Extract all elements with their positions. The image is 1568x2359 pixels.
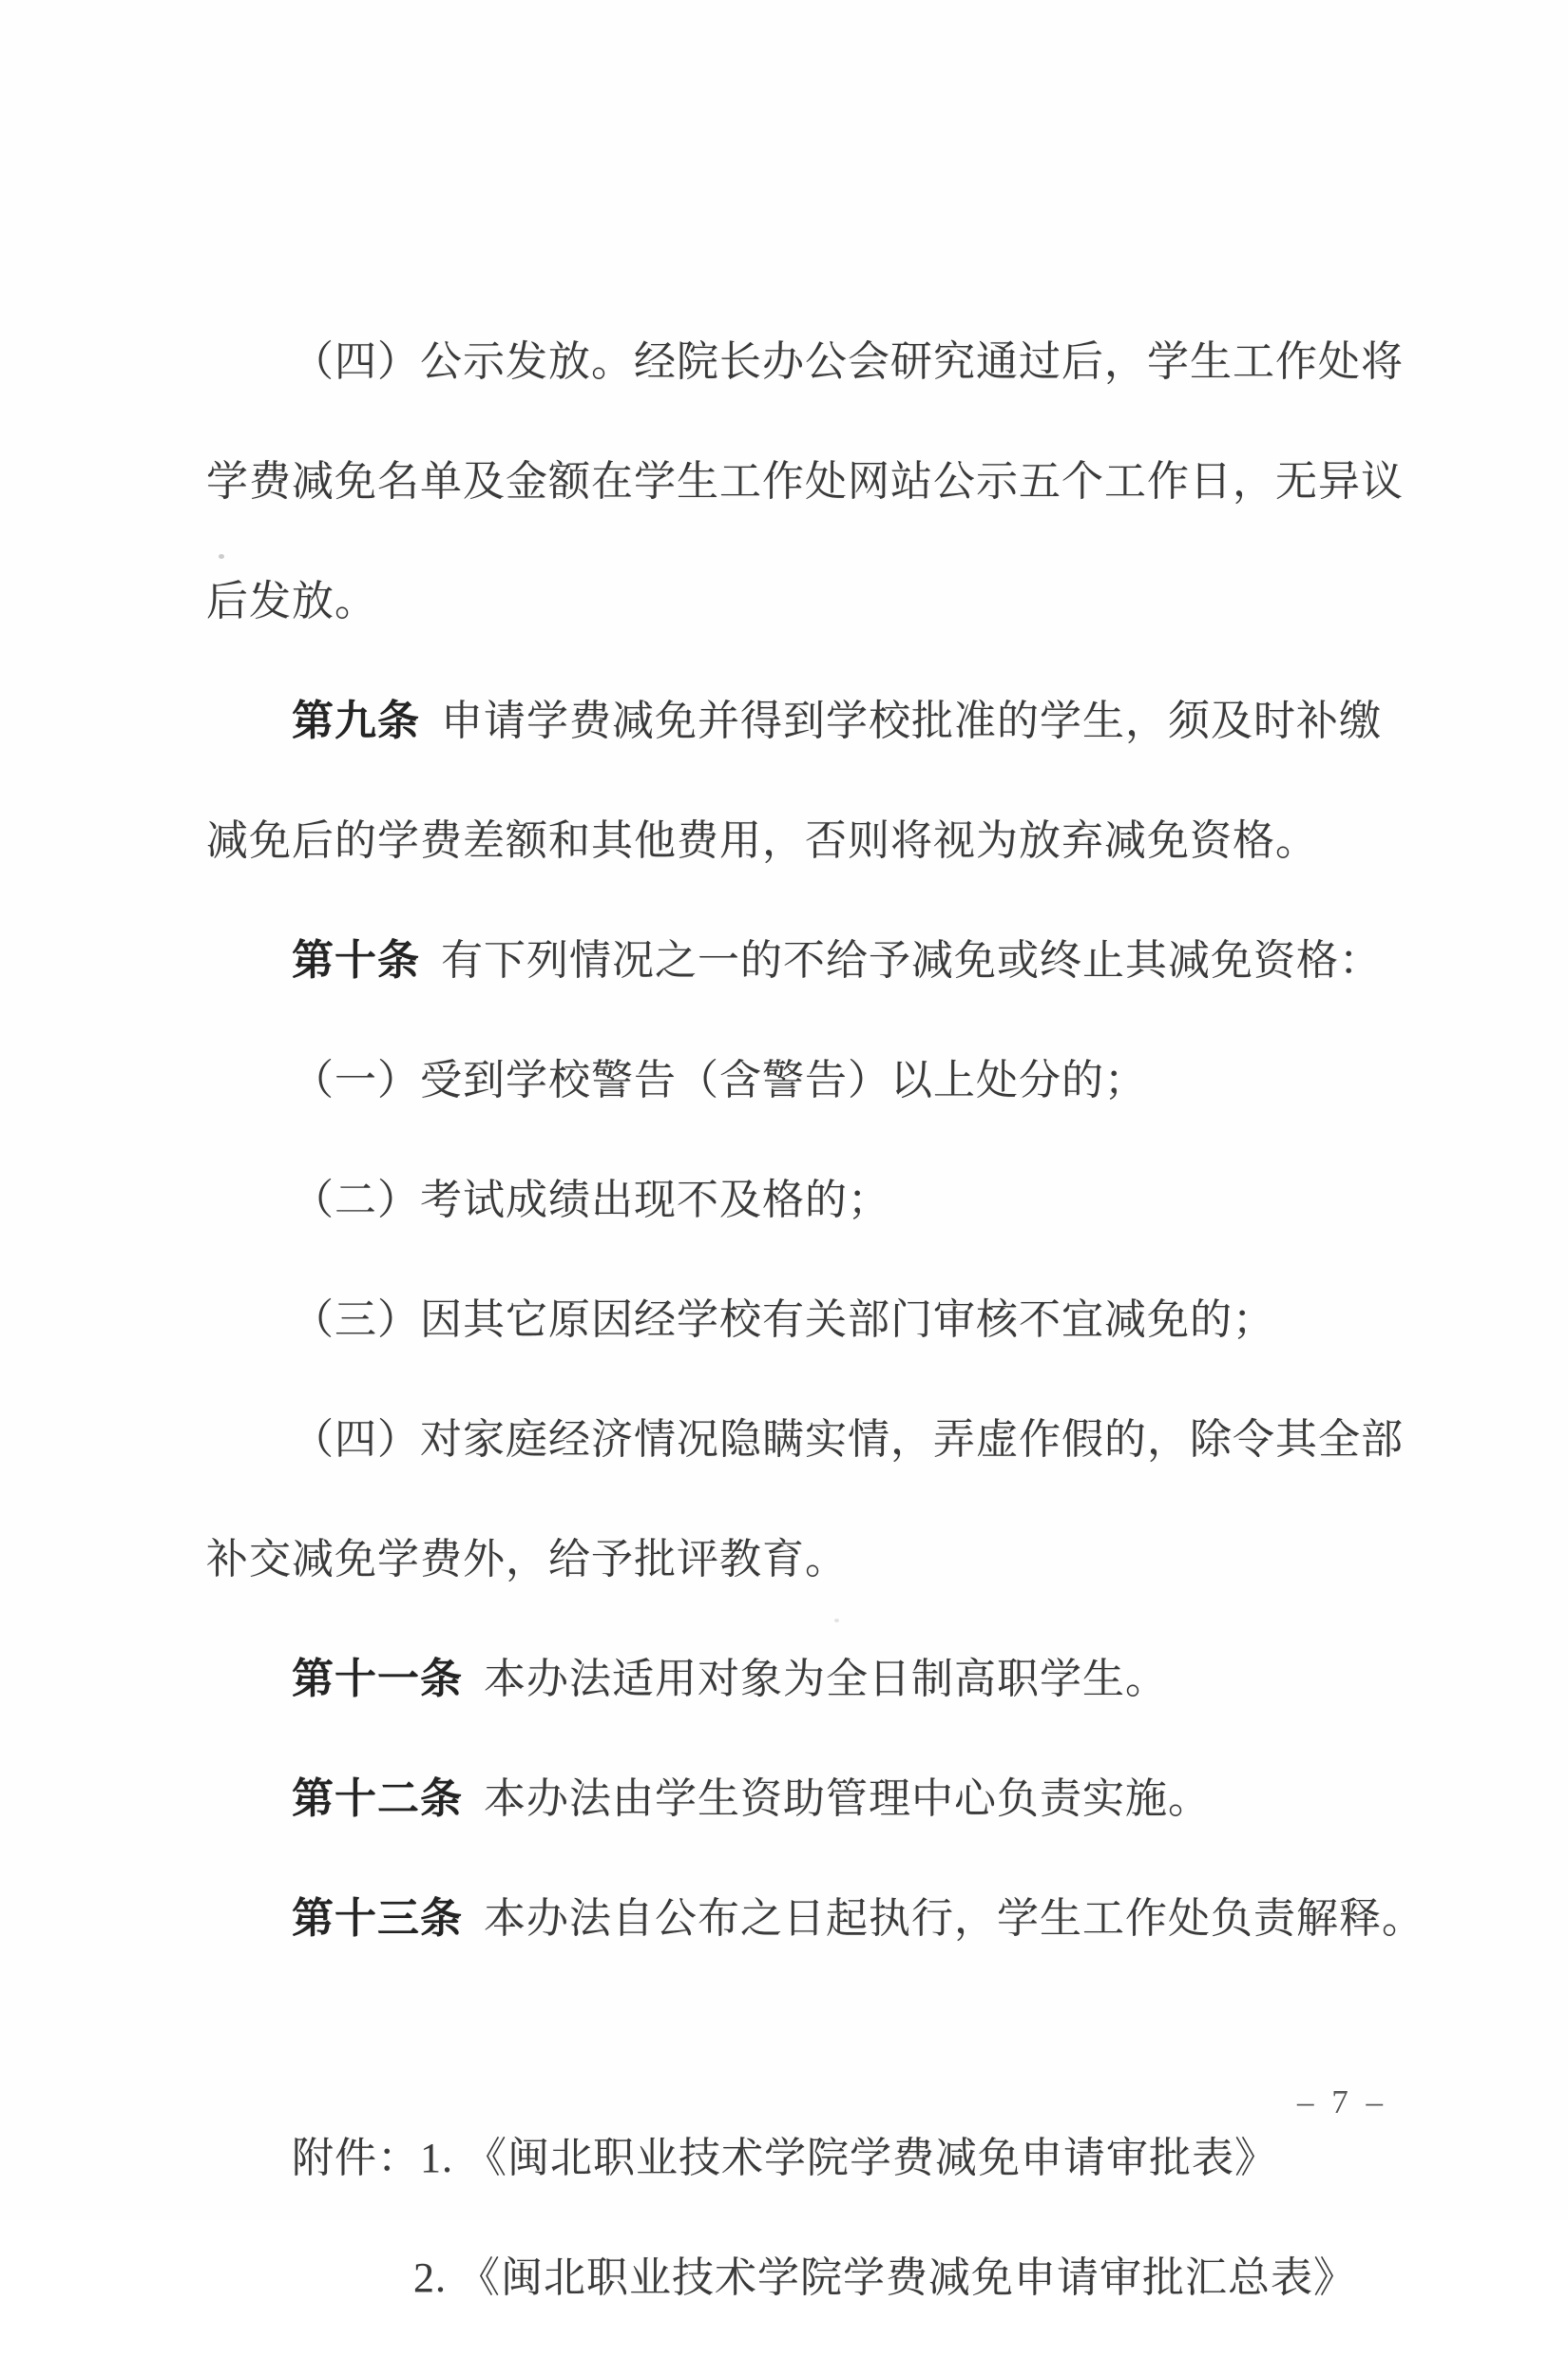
line-text: （二）考试成绩出现不及格的； xyxy=(292,1177,890,1223)
page-number: – 7 – xyxy=(1297,2083,1387,2120)
paragraph-line xyxy=(206,802,1413,880)
line-text: 申请学费减免并得到学校批准的学生，须及时补缴 xyxy=(441,698,1382,744)
paragraph-line xyxy=(206,1521,1413,1599)
list-item-line xyxy=(206,1042,1413,1120)
article-clause-line xyxy=(206,1760,1413,1838)
article-number: 第十一条 xyxy=(292,1656,463,1702)
line-text: 本办法由学生资助管理中心负责实施。 xyxy=(484,1775,1211,1822)
line-text: （三）因其它原因经学校有关部门审核不宜减免的； xyxy=(292,1296,1275,1343)
paragraph-line xyxy=(206,563,1413,641)
document-body xyxy=(206,281,1425,2359)
blank-line xyxy=(206,2000,1413,2078)
line-text: 本办法自公布之日起执行，学生工作处负责解释。 xyxy=(484,1895,1425,1942)
paragraph-line xyxy=(206,443,1413,521)
list-item-line xyxy=(206,1281,1413,1359)
scan-artifact-dot xyxy=(219,554,224,559)
list-item-line xyxy=(206,1161,1413,1239)
line-text: （一）受到学校警告（含警告）以上处分的； xyxy=(292,1057,1147,1103)
article-number: 第十条 xyxy=(292,937,420,984)
scan-artifact-dot xyxy=(834,1619,839,1622)
article-clause-line xyxy=(206,1640,1413,1718)
line-text: 2. 《闽北职业技术学院学费减免申请审批汇总表》 xyxy=(413,2254,1356,2301)
line-text: 后发放。 xyxy=(206,578,377,624)
article-clause-line xyxy=(206,682,1413,760)
article-clause-line xyxy=(206,922,1413,1000)
list-item-line xyxy=(206,1401,1413,1479)
attachment-item xyxy=(206,2119,1413,2197)
line-text: （四）对家庭经济情况隐瞒实情，弄虚作假的，除令其全部 xyxy=(292,1416,1404,1463)
line-text: 本办法适用对象为全日制高职学生。 xyxy=(484,1656,1168,1702)
line-text: 附件：1. 《闽北职业技术学院学费减免申请审批表》 xyxy=(292,2135,1277,2181)
line-text: 有下列情况之一的不给予减免或终止其减免资格： xyxy=(441,937,1382,984)
article-clause-line xyxy=(206,1880,1425,1958)
line-text: （四）公示发放。经院长办公会研究通过后，学生工作处将 xyxy=(292,338,1404,385)
article-number: 第十二条 xyxy=(292,1775,463,1822)
line-text: 补交减免学费外，给予批评教育。 xyxy=(206,1536,848,1582)
paragraph-line xyxy=(206,323,1413,401)
line-text: 减免后的学费差额和其他费用，否则将视为放弃减免资格。 xyxy=(206,817,1318,864)
article-number: 第十三条 xyxy=(292,1895,463,1942)
attachment-item xyxy=(206,2239,1413,2317)
line-text: 学费减免名单及金额在学生工作处网站公示五个工作日，无异议 xyxy=(206,458,1404,505)
article-number: 第九条 xyxy=(292,698,420,744)
